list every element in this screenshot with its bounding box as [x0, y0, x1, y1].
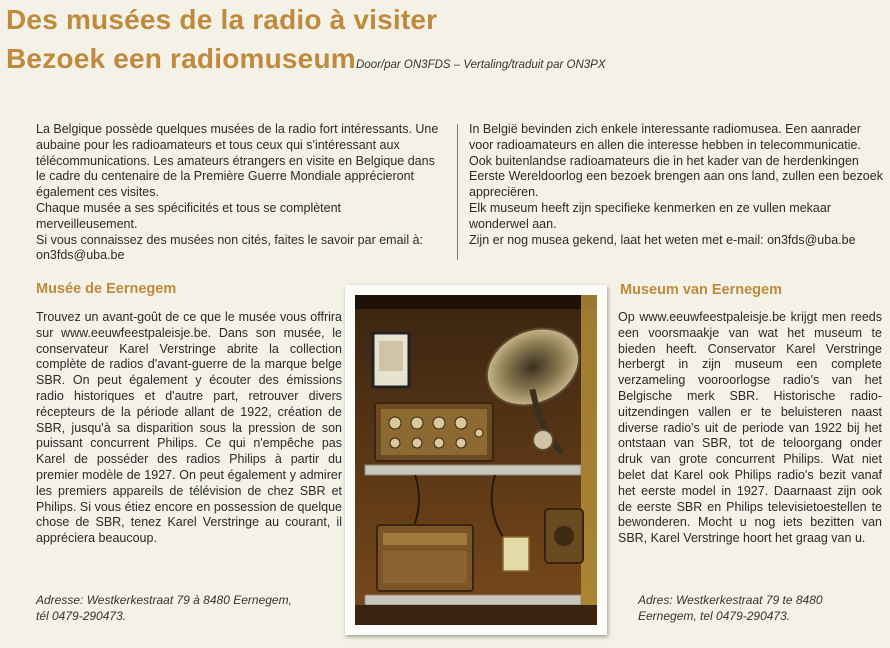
address-line: tél 0479-290473. — [36, 609, 127, 623]
intro-fr-paragraph: Chaque musée a ses spécificités et tous se complètent merveilleusement. — [36, 200, 342, 231]
intro-french — [36, 122, 444, 264]
author-byline: Door/par ON3FDS – Vertaling/traduit par ON3PX — [356, 59, 606, 71]
section-body-french: Trouvez un avant-goût de ce que le musée vous offrira sur www.eeuwfeestpaleisje.be. Dans son musée, le conservateur Karel Verstringe abrite la collection complète de radios d'avant-guerre de la marque belge SBR. On peut également y écouter des émissions radio historiques et d'autre part, retrouver divers récepteurs de la période allant de 1922, création de SBR, jusqu'à sa disparition sous la pression de son puissant concurrent Philips. Ce qui n'empêche pas Karel de posséder des radios Philips à partir du premier modèle de 1927. On peut également y admirer les premiers appareils de télévision de chez SBR et Philips. Si vous étiez encore en possession de quelque chose de SBR, tenez Karel Verstringe au courant, il appréciera beaucoup. — [36, 310, 342, 546]
intro-dutch — [469, 122, 885, 248]
intro-nl-paragraph: Elk museum heeft zijn specifieke kenmerken en ze vullen mekaar wonderwel aan. — [469, 200, 831, 231]
intro-nl-paragraph: Zijn er nog musea gekend, laat het weten met e-mail: on3fds@uba.be — [469, 232, 856, 247]
title-french: Des musées de la radio à visiter — [6, 4, 438, 35]
section-body-dutch: Op www.eeuwfeestpaleisje.be krijgt men reeds een voorsmaakje van wat het museum te bieden heeft. Conservator Karel Verstringe herbergt in zijn museum een complete verzameling vooroorlogse radio's van het Belgische merk SBR. Historische radio-uitzendingen vallen er te beluisteren naast diverse radio's uit de periode van 1922 bij het ontstaan van SBR, tot de teloorgang onder druk van grote concurrent Philips. Wat niet belet dat Karel ook Philips radio's bezit vanaf het eerste model in 1927. Daarnaast zijn ook de eerste SBR en Philips televisietoestellen te bewonderen. Mocht u nog iets bezitten van SBR, Karel Verstringe hoort het graag van u. — [618, 310, 882, 546]
address-line: Eernegem, tel 0479-290473. — [638, 609, 791, 623]
intro-nl-paragraph: In België bevinden zich enkele interessante radiomusea. Een aanrader voor radioamateurs en allen die interesse hebben in telecommunicatie. Ook buitenlandse radioamateurs die in het kader van de herdenkingen Eerste Wereldoorlog een bezoek brengen aan ons land, zullen een bezoek appreciëren. — [469, 122, 883, 200]
intro-fr-paragraph: La Belgique possède quelques musées de la radio fort intéressants. Une aubaine pour les radioamateurs et tous ceux qui s'intéressant aux télécommunications. Les amateurs étrangers en visite en Belgique dans le cadre du centenaire de la Première Guerre Mondiale apprécieront également ces visites. — [36, 122, 439, 200]
address-line: Adres: Westkerkestraat 79 te 8480 — [638, 593, 823, 607]
radio-display-cabinet-illustration — [355, 295, 597, 625]
column-divider — [457, 124, 458, 260]
museum-photo — [345, 285, 607, 635]
address-line: Adresse: Westkerkestraat 79 à 8480 Eernegem, — [36, 593, 292, 607]
lower-glass-shelf — [365, 595, 581, 605]
address-french — [36, 592, 336, 624]
intro-fr-paragraph: Si vous connaissez des musées non cités, faites le savoir par email à: on3fds@uba.be — [36, 232, 423, 263]
address-dutch — [638, 592, 878, 624]
section-heading-dutch: Museum van Eernegem — [620, 282, 782, 298]
section-heading-french: Musée de Eernegem — [36, 281, 177, 297]
title-dutch: Bezoek een radiomuseum — [6, 43, 356, 74]
small-poster — [503, 537, 529, 571]
glass-shelf — [365, 465, 581, 475]
